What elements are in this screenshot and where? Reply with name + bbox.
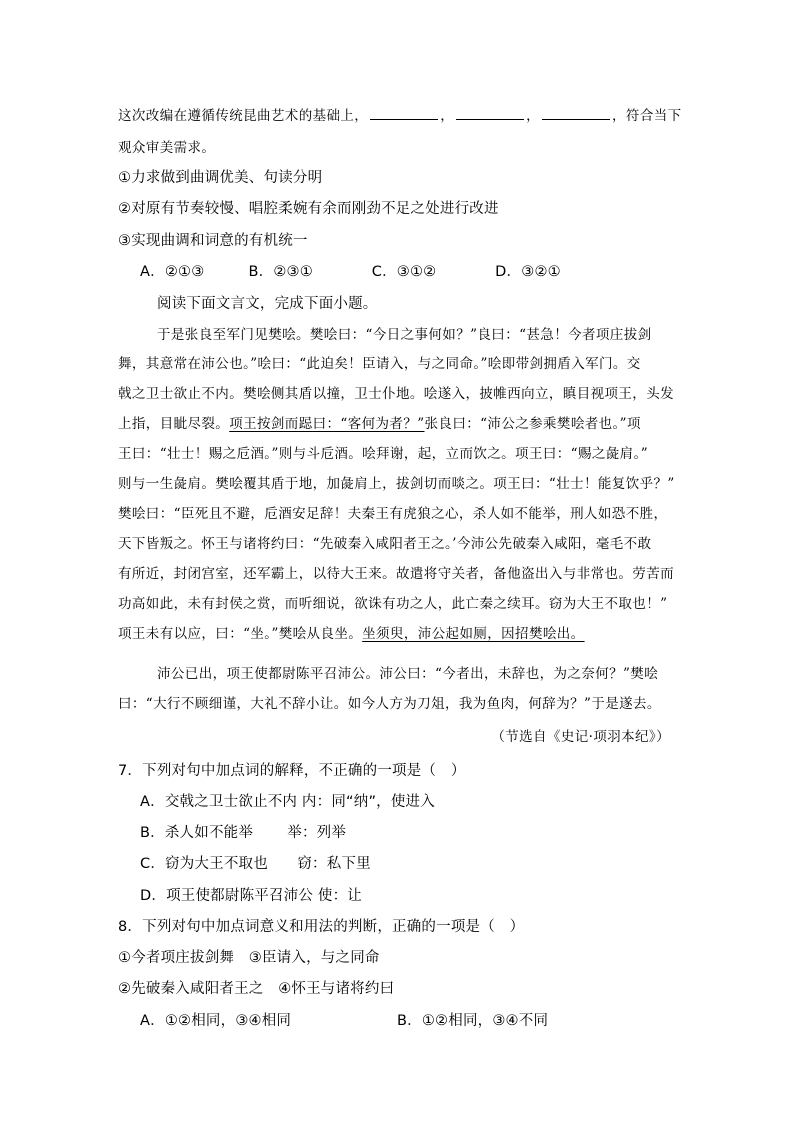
passage-line-1: 于是张良至军门见樊哙。樊哙曰：“今日之事何如？”良曰：“甚急！今者项庄拔剑 (157, 327, 652, 343)
q7-option-d[interactable]: D．项王使都尉陈平召沛公 使：让 (140, 888, 362, 904)
intro-sep-1: ， (440, 108, 455, 124)
passage-line-11-a: 项王未有以应，曰：“坐。”樊哙从良坐。 (118, 626, 363, 642)
intro-line-1 (118, 104, 682, 124)
passage-line-12: 沛公已出，项王使都尉陈平召沛公。沛公曰：“今者出，未辞也，为之奈何？”樊哙 (157, 666, 659, 682)
passage-line-4-a: 上指，目眦尽裂。 (118, 416, 230, 432)
q8-option-a[interactable]: A．①②相同，③④相同 (140, 1013, 292, 1029)
answer-blank-1[interactable] (370, 106, 438, 120)
answer-blank-2[interactable] (456, 106, 524, 120)
q7-option-c[interactable]: C．窃为大王不取也 窃：私下里 (140, 856, 371, 872)
q8-sentences-1: ①今者项庄拔剑舞 ③臣请入，与之同命 (118, 950, 380, 966)
q8-option-b[interactable]: B．①②相同，③④不同 (397, 1013, 549, 1029)
intro-sep-2: ， (526, 108, 541, 124)
option-2: ②对原有节奏较慢、唱腔柔婉有余而刚劲不足之处进行改进 (118, 201, 499, 217)
underlined-sentence-2: 坐须臾，沛公起如厕，因招樊哙出。 (362, 626, 585, 642)
option-3: ③实现曲调和词意的有机统一 (118, 233, 308, 249)
q8-stem: 8．下列对句中加点词意义和用法的判断，正确的一项是（ ） (118, 919, 525, 935)
intro-text-b: ，符合当下 (612, 108, 682, 124)
passage-line-2: 舞，其意常在沛公也。”哙曰：“此迫矣！臣请入，与之同命。”哙即带剑拥盾入军门。交 (118, 356, 641, 372)
passage-line-7: 樊哙曰：“臣死且不避，卮酒安足辞！夫秦王有虎狼之心，杀人如不能举，刑人如恐不胜， (118, 506, 668, 522)
passage-line-4-b: 张良曰：“沛公之参乘樊哙者也。”项 (424, 416, 641, 432)
passage-line-4 (118, 412, 641, 432)
passage-line-8: 天下皆叛之。怀王与诸将约曰：“先破秦入咸阳者王之。’今沛公先破秦入咸阳，毫毛不敢 (118, 536, 652, 552)
passage-line-6: 则与一生彘肩。樊哙覆其盾于地，加彘肩上，拔剑切而啖之。项王曰：“壮士！能复饮乎？” (118, 476, 675, 492)
q7-option-b[interactable]: B．杀人如不能举 举：列举 (140, 825, 347, 841)
option-1: ①力求做到曲调优美、句读分明 (118, 170, 323, 186)
intro-line-2: 观众审美需求。 (118, 140, 216, 156)
q7-option-a[interactable]: A．交戟之卫士欲止不内 内：同“纳”，使进入 (140, 794, 435, 810)
intro-text-a: 这次改编在遵循传统昆曲艺术的基础上， (118, 108, 369, 124)
answer-blank-3[interactable] (542, 106, 610, 120)
passage-line-9: 有所近，封闭宫室，还军霸上，以待大王来。故遣将守关者，备他盗出入与非常也。劳苦而 (118, 566, 674, 582)
passage-line-13: 曰：“大行不顾细谨，大礼不辞小让。如今人方为刀俎，我为鱼肉，何辞为？”于是遂去。 (118, 696, 661, 712)
q8-sentences-2: ②先破秦入咸阳者王之 ④怀王与诸将约曰 (118, 981, 395, 997)
reading-prompt: 阅读下面文言文，完成下面小题。 (157, 296, 378, 312)
q6-choices: A．②①③ B．②③① C．③①② D．③②① (140, 264, 561, 280)
passage-line-11 (118, 622, 585, 642)
passage-line-10: 功高如此，未有封侯之赏，而听细说，欲诛有功之人，此亡秦之续耳。窃为大王不取也！” (118, 596, 668, 612)
passage-line-3: 戟之卫士欲止不内。樊哙侧其盾以撞，卫士仆地。哙遂入，披帷西向立，瞋目视项王，头发 (118, 386, 674, 402)
underlined-sentence-1: 项王按剑而跽曰：“客何为者？” (229, 416, 425, 432)
passage-source: （节选自《史记·项羽本纪》） (491, 729, 670, 745)
q7-stem: 7．下列对句中加点词的解释，不正确的一项是（ ） (118, 763, 466, 779)
passage-line-5: 王曰：“壮士！赐之卮酒。”则与斗卮酒。哙拜谢，起，立而饮之。项王曰：“赐之彘肩。” (118, 446, 649, 462)
